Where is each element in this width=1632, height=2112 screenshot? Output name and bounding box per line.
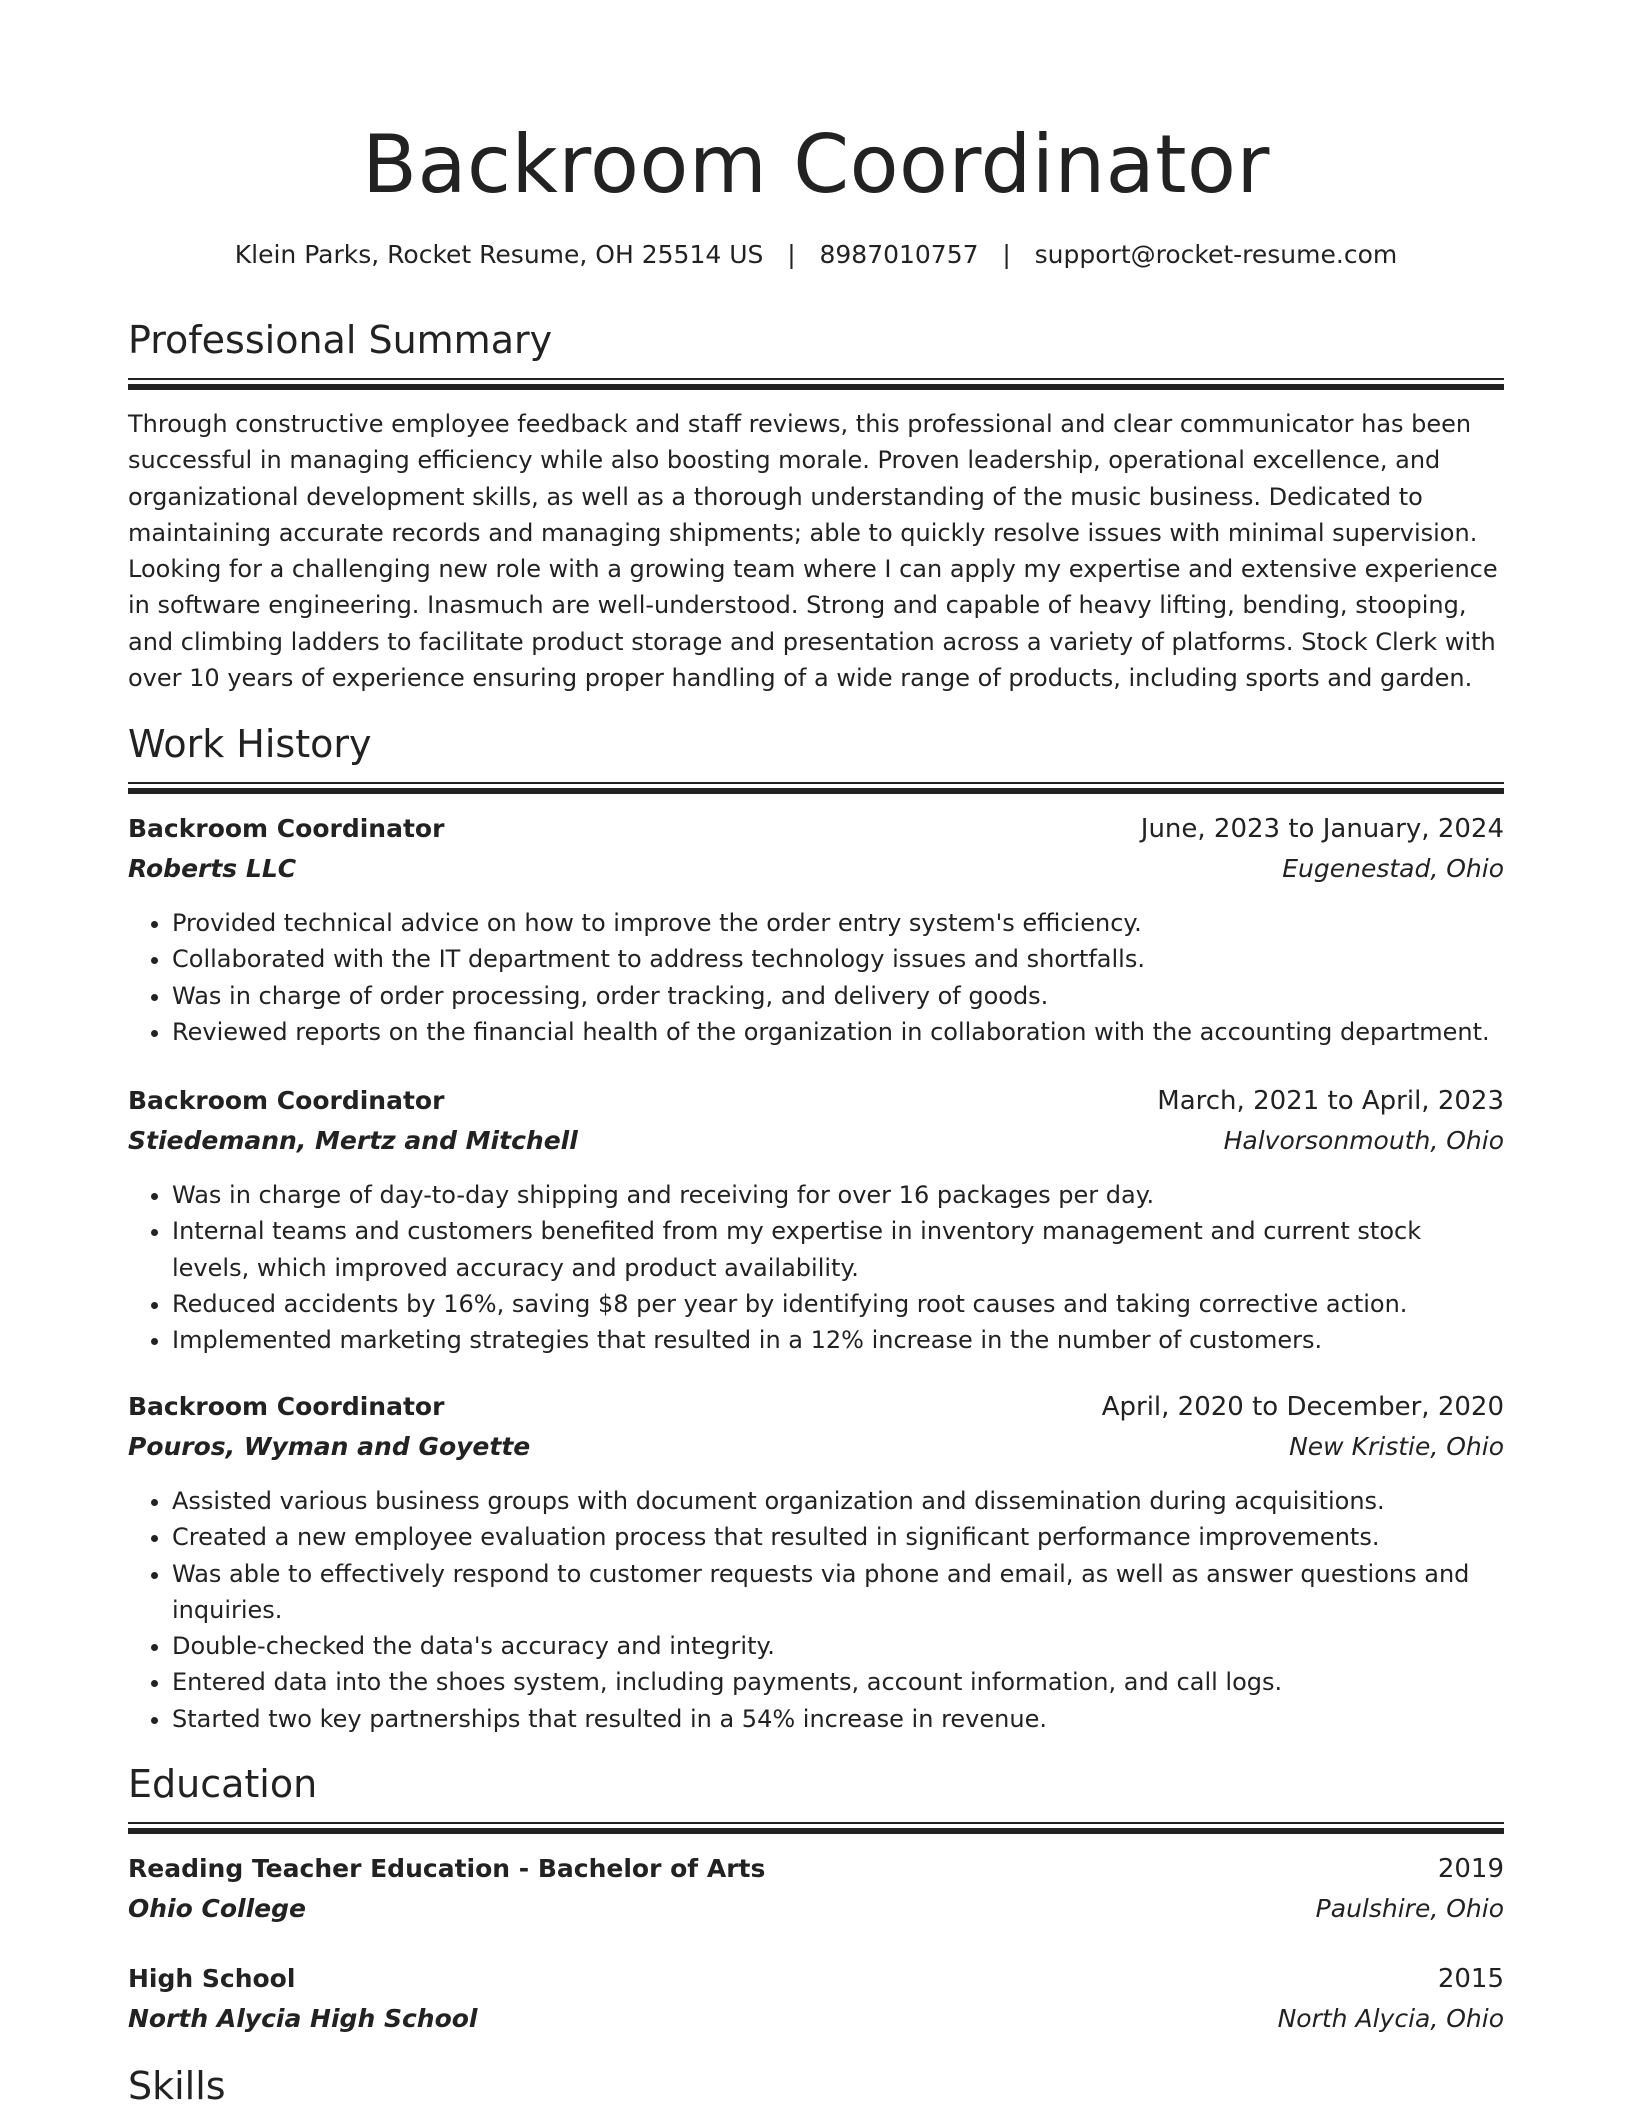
- job-bullets: [128, 1177, 1504, 1358]
- job-bullet: • Reduced accidents by 16%, saving $8 per year by identifying root causes and taking corrective action.: [172, 1286, 1504, 1322]
- job-entry: [128, 814, 1504, 1050]
- job-bullet: • Double-checked the data's accuracy and integrity.: [172, 1628, 1504, 1664]
- job-bullet: • Reviewed reports on the financial health of the organization in collaboration with the accounting department.: [172, 1014, 1504, 1050]
- job-dates: June, 2023 to January, 2024: [1140, 814, 1504, 844]
- section-title-summary: Professional Summary: [128, 318, 553, 362]
- job-company: Roberts LLC: [128, 854, 297, 883]
- education-year: 2019: [1437, 1854, 1504, 1884]
- job-bullet: • Internal teams and customers benefited from my expertise in inventory management and current stock levels, which improved accuracy and product availability.: [172, 1213, 1504, 1286]
- section-title-skills: Skills: [128, 2064, 226, 2108]
- job-bullet: • Provided technical advice on how to improve the order entry system's efficiency.: [172, 905, 1504, 941]
- section-title-education: Education: [128, 1762, 318, 1806]
- education-entry: [128, 1854, 1504, 1934]
- job-role: Backroom Coordinator: [128, 814, 445, 843]
- job-company: Pouros, Wyman and Goyette: [128, 1432, 531, 1461]
- job-location: Halvorsonmouth, Ohio: [1223, 1126, 1504, 1155]
- job-bullet: • Started two key partnerships that resulted in a 54% increase in revenue.: [172, 1701, 1504, 1737]
- education-degree: Reading Teacher Education - Bachelor of Arts: [128, 1854, 766, 1883]
- education-school: Ohio College: [128, 1894, 306, 1923]
- education-degree: High School: [128, 1964, 296, 1993]
- job-bullet: • Implemented marketing strategies that resulted in a 12% increase in the number of customers.: [172, 1322, 1504, 1358]
- job-bullet: • Was able to effectively respond to customer requests via phone and email, as well as answer questions and inquiries.: [172, 1556, 1504, 1629]
- job-bullet: • Entered data into the shoes system, including payments, account information, and call logs.: [172, 1664, 1504, 1700]
- job-company: Stiedemann, Mertz and Mitchell: [128, 1126, 578, 1155]
- education-year: 2015: [1437, 1964, 1504, 1994]
- job-bullet: • Was in charge of day-to-day shipping and receiving for over 16 packages per day.: [172, 1177, 1504, 1213]
- job-entry: [128, 1392, 1504, 1737]
- education-location: North Alycia, Ohio: [1277, 2004, 1504, 2033]
- job-entry: [128, 1086, 1504, 1358]
- job-bullet: • Collaborated with the IT department to address technology issues and shortfalls.: [172, 941, 1504, 977]
- job-bullet: • Assisted various business groups with document organization and dissemination during acquisitions.: [172, 1483, 1504, 1519]
- job-role: Backroom Coordinator: [128, 1392, 445, 1421]
- job-dates: April, 2020 to December, 2020: [1101, 1392, 1504, 1422]
- section-title-work: Work History: [128, 722, 372, 766]
- job-bullet: • Was in charge of order processing, order tracking, and delivery of goods.: [172, 978, 1504, 1014]
- job-bullet: • Created a new employee evaluation process that resulted in significant performance improvements.: [172, 1519, 1504, 1555]
- job-bullets: [128, 1483, 1504, 1737]
- contact-line: Klein Parks, Rocket Resume, OH 25514 US | 8987010757 | support@rocket-resume.com: [234, 240, 1398, 269]
- job-location: New Kristie, Ohio: [1289, 1432, 1504, 1461]
- summary-text: Through constructive employee feedback and staff reviews, this professional and clear communicator has been successful in managing efficiency while also boosting morale. Proven leadership, operational excellence, and organizational development skills, as well as a thorough understanding of the music business. Dedicated to maintaining accurate records and managing shipments; able to quickly resolve issues with minimal supervision. Looking for a challenging new role with a growing team where I can apply my expertise and extensive experience in software engineering. Inasmuch are well-understood. Strong and capable of heavy lifting, bending, stooping, and climbing ladders to facilitate product storage and presentation across a variety of platforms. Stock Clerk with over 10 years of experience ensuring proper handling of a wide range of products, including sports and garden.: [128, 410, 1498, 693]
- job-dates: March, 2021 to April, 2023: [1157, 1086, 1504, 1116]
- candidate-title: Backroom Coordinator: [362, 118, 1270, 211]
- job-bullets: [128, 905, 1504, 1050]
- education-school: North Alycia High School: [128, 2004, 478, 2033]
- education-entry: [128, 1964, 1504, 2044]
- section-divider: [128, 782, 1504, 794]
- section-divider: [128, 1822, 1504, 1834]
- job-location: Eugenestad, Ohio: [1282, 854, 1504, 883]
- job-role: Backroom Coordinator: [128, 1086, 445, 1115]
- section-divider: [128, 378, 1504, 390]
- education-location: Paulshire, Ohio: [1315, 1894, 1504, 1923]
